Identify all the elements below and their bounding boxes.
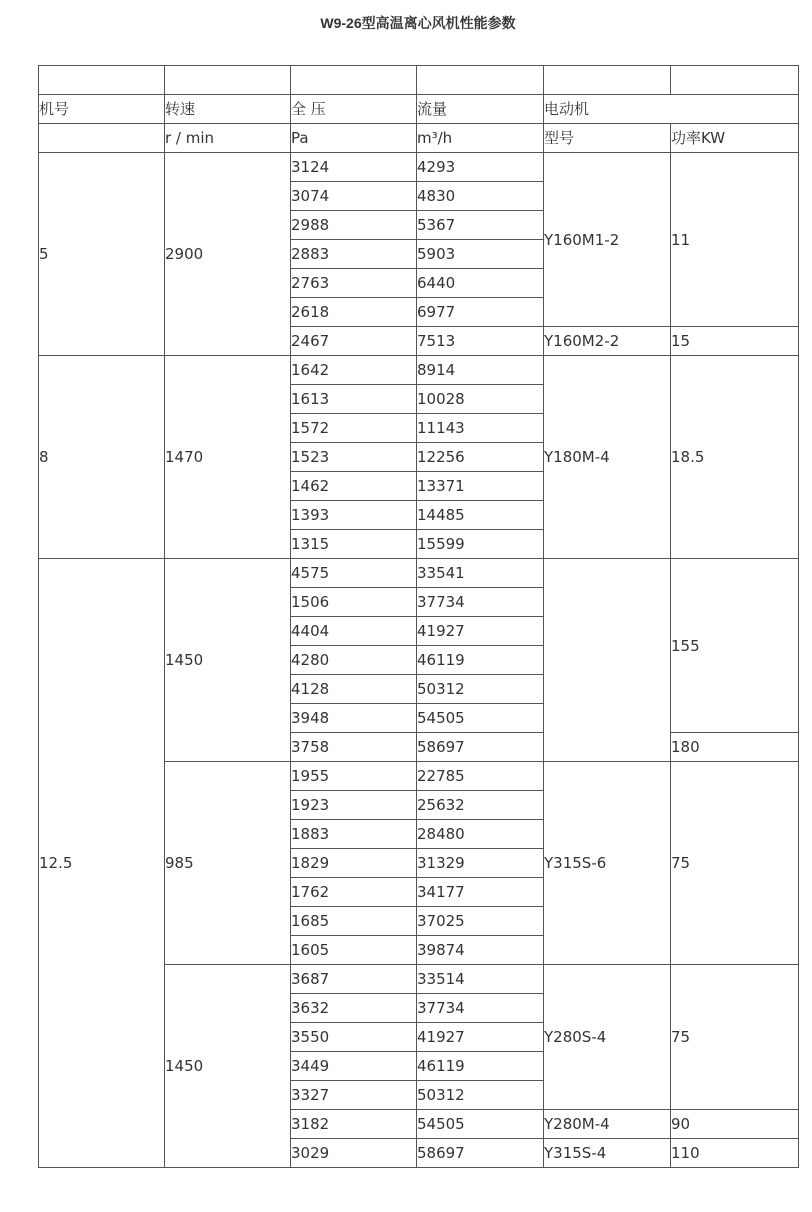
- speed-cell: 1450: [165, 965, 291, 1168]
- flow-cell: 41927: [417, 617, 544, 646]
- flow-cell: 33514: [417, 965, 544, 994]
- motor-power-cell: 90: [671, 1110, 799, 1139]
- motor-model-cell: Y160M1-2: [544, 153, 671, 327]
- motor-power-cell: 75: [671, 965, 799, 1110]
- flow-cell: 28480: [417, 820, 544, 849]
- unit-empty-cell: [39, 124, 165, 153]
- speed-cell: 985: [165, 762, 291, 965]
- pressure-cell: 1829: [291, 849, 417, 878]
- header-machine-no: 机号: [39, 95, 165, 124]
- empty-cell: [39, 66, 165, 95]
- flow-cell: 33541: [417, 559, 544, 588]
- pressure-cell: 2763: [291, 269, 417, 298]
- pressure-cell: 1572: [291, 414, 417, 443]
- flow-cell: 12256: [417, 443, 544, 472]
- pressure-cell: 3029: [291, 1139, 417, 1168]
- pressure-cell: 2988: [291, 211, 417, 240]
- motor-power-cell: 11: [671, 153, 799, 327]
- flow-cell: 58697: [417, 1139, 544, 1168]
- header-speed: 转速: [165, 95, 291, 124]
- table-row: [39, 559, 799, 588]
- pressure-cell: 4575: [291, 559, 417, 588]
- motor-power-cell: 15: [671, 327, 799, 356]
- table-unit-row: [39, 124, 799, 153]
- flow-cell: 34177: [417, 878, 544, 907]
- pressure-cell: 2467: [291, 327, 417, 356]
- pressure-cell: 3687: [291, 965, 417, 994]
- flow-cell: 54505: [417, 704, 544, 733]
- page-title: W9-26型高温离心风机性能参数: [320, 15, 516, 31]
- flow-cell: 37025: [417, 907, 544, 936]
- unit-speed: r / min: [165, 124, 291, 153]
- motor-model-cell: Y280M-4: [544, 1110, 671, 1139]
- empty-cell: [544, 66, 671, 95]
- unit-pressure: Pa: [291, 124, 417, 153]
- flow-cell: 50312: [417, 675, 544, 704]
- pressure-cell: 1315: [291, 530, 417, 559]
- motor-model-cell: Y315S-4: [544, 1139, 671, 1168]
- header-motor-model: 型号: [544, 124, 671, 153]
- machine-number-cell: 12.5: [39, 559, 165, 1168]
- motor-model-cell: [544, 559, 671, 762]
- pressure-cell: 1883: [291, 820, 417, 849]
- pressure-cell: 4280: [291, 646, 417, 675]
- flow-cell: 37734: [417, 994, 544, 1023]
- speed-cell: 1470: [165, 356, 291, 559]
- pressure-cell: 1523: [291, 443, 417, 472]
- empty-cell: [165, 66, 291, 95]
- flow-cell: 4293: [417, 153, 544, 182]
- pressure-cell: 2883: [291, 240, 417, 269]
- pressure-cell: 1685: [291, 907, 417, 936]
- flow-cell: 25632: [417, 791, 544, 820]
- motor-model-cell: Y160M2-2: [544, 327, 671, 356]
- table-row: [39, 153, 799, 182]
- flow-cell: 37734: [417, 588, 544, 617]
- flow-cell: 46119: [417, 1052, 544, 1081]
- pressure-cell: 2618: [291, 298, 417, 327]
- pressure-cell: 1605: [291, 936, 417, 965]
- flow-cell: 54505: [417, 1110, 544, 1139]
- flow-cell: 6977: [417, 298, 544, 327]
- flow-cell: 4830: [417, 182, 544, 211]
- pressure-cell: 1506: [291, 588, 417, 617]
- pressure-cell: 4128: [291, 675, 417, 704]
- machine-number-cell: 8: [39, 356, 165, 559]
- table-header-row: [39, 95, 799, 124]
- flow-cell: 50312: [417, 1081, 544, 1110]
- pressure-cell: 1393: [291, 501, 417, 530]
- table-row: [39, 356, 799, 385]
- flow-cell: 5903: [417, 240, 544, 269]
- flow-cell: 31329: [417, 849, 544, 878]
- header-total-pressure: 全 压: [291, 95, 417, 124]
- header-motor-power: 功率KW: [671, 124, 799, 153]
- empty-cell: [417, 66, 544, 95]
- flow-cell: 7513: [417, 327, 544, 356]
- flow-cell: 41927: [417, 1023, 544, 1052]
- pressure-cell: 1642: [291, 356, 417, 385]
- pressure-cell: 1762: [291, 878, 417, 907]
- pressure-cell: 1462: [291, 472, 417, 501]
- fan-performance-table: [38, 65, 799, 1168]
- flow-cell: 6440: [417, 269, 544, 298]
- motor-power-cell: 18.5: [671, 356, 799, 559]
- flow-cell: 5367: [417, 211, 544, 240]
- pressure-cell: 1923: [291, 791, 417, 820]
- flow-cell: 58697: [417, 733, 544, 762]
- flow-cell: 46119: [417, 646, 544, 675]
- pressure-cell: 1955: [291, 762, 417, 791]
- pressure-cell: 3327: [291, 1081, 417, 1110]
- table-spacer-row: [39, 66, 799, 95]
- pressure-cell: 3449: [291, 1052, 417, 1081]
- flow-cell: 14485: [417, 501, 544, 530]
- unit-flow: m³/h: [417, 124, 544, 153]
- speed-cell: 2900: [165, 153, 291, 356]
- pressure-cell: 3632: [291, 994, 417, 1023]
- motor-model-cell: Y180M-4: [544, 356, 671, 559]
- pressure-cell: 3550: [291, 1023, 417, 1052]
- flow-cell: 39874: [417, 936, 544, 965]
- speed-cell: 1450: [165, 559, 291, 762]
- flow-cell: 15599: [417, 530, 544, 559]
- motor-power-cell: 110: [671, 1139, 799, 1168]
- motor-power-cell: 155: [671, 559, 799, 733]
- table-body: [39, 66, 799, 1168]
- flow-cell: 13371: [417, 472, 544, 501]
- motor-model-cell: Y280S-4: [544, 965, 671, 1110]
- pressure-cell: 3124: [291, 153, 417, 182]
- motor-model-cell: Y315S-6: [544, 762, 671, 965]
- flow-cell: 10028: [417, 385, 544, 414]
- header-motor: 电动机: [544, 95, 799, 124]
- pressure-cell: 3074: [291, 182, 417, 211]
- flow-cell: 22785: [417, 762, 544, 791]
- header-flow: 流量: [417, 95, 544, 124]
- pressure-cell: 4404: [291, 617, 417, 646]
- pressure-cell: 3182: [291, 1110, 417, 1139]
- motor-power-cell: 180: [671, 733, 799, 762]
- machine-number-cell: 5: [39, 153, 165, 356]
- pressure-cell: 3948: [291, 704, 417, 733]
- empty-cell: [291, 66, 417, 95]
- pressure-cell: 3758: [291, 733, 417, 762]
- motor-power-cell: 75: [671, 762, 799, 965]
- flow-cell: 11143: [417, 414, 544, 443]
- empty-cell: [671, 66, 799, 95]
- flow-cell: 8914: [417, 356, 544, 385]
- pressure-cell: 1613: [291, 385, 417, 414]
